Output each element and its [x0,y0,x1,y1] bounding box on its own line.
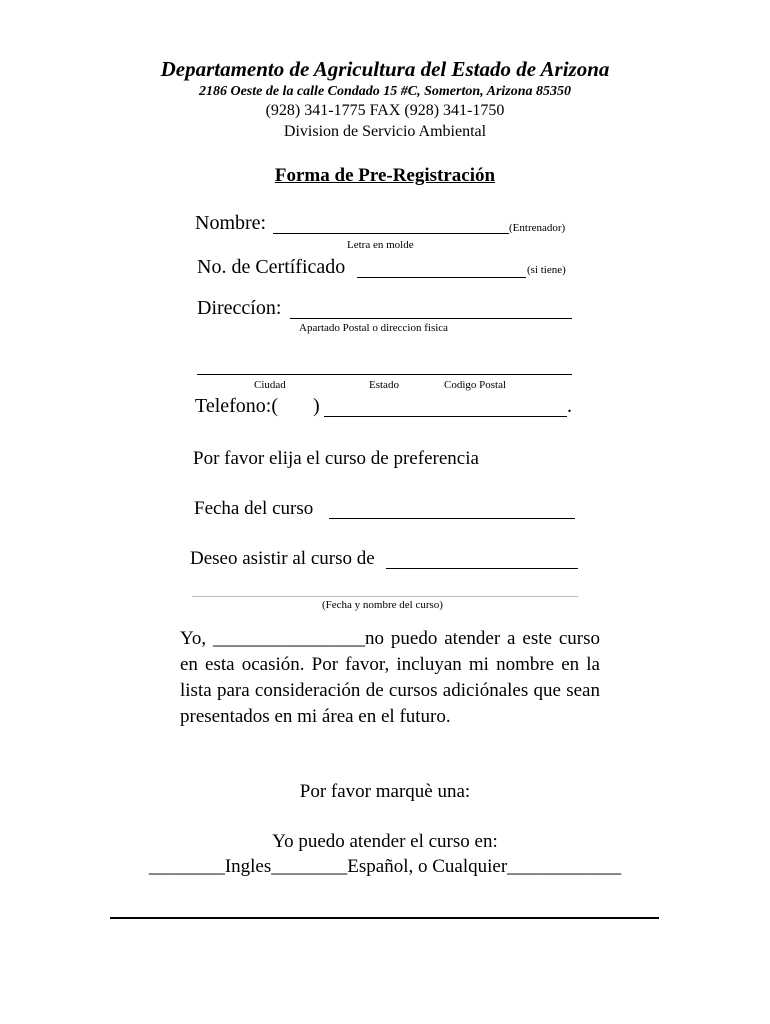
ingles-blank[interactable]: ________ [148,856,225,877]
nombre-label: Nombre: [195,212,267,234]
fecha-nombre-hint: (Fecha y nombre del curso) [322,599,443,611]
telefono-end: . [567,395,572,417]
telefono-close-paren: ) [313,395,320,417]
no-puedo-paragraph [180,626,600,730]
deseo-asistir-field[interactable] [386,549,578,569]
bottom-rule [110,917,659,919]
form-title: Forma de Pre-Registración [274,165,496,186]
ciudad-hint: Ciudad [254,379,286,391]
department-phone-fax: (928) 341-1775 FAX (928) 341-1750 [265,102,505,119]
certificado-note: (si tiene) [527,264,566,276]
direccion-label: Direccíon: [197,297,282,319]
direccion-field[interactable] [290,299,572,319]
direccion-hint: Apartado Postal o direccion fisica [299,322,449,334]
telefono-label: Telefono:( [195,395,279,417]
nombre-field[interactable] [273,214,509,234]
fecha-curso-label: Fecha del curso [194,498,314,519]
department-title: Departamento de Agricultura del Estado de Arizona [160,57,610,81]
estado-hint: Estado [369,379,399,391]
nombre-note: (Entrenador) [509,222,566,234]
division-name: Division de Servicio Ambiental [283,123,487,140]
atender-curso-en: Yo puedo atender el curso en: [272,831,498,852]
yo-rest-text: no puedo atender a este curso en esta ocasión. Por favor, incluyan mi nombre en la lista para consideración de cursos adiciónales que sean presentados en mi área en el futuro. [180,628,600,727]
yo-name-blank[interactable]: ________________ [212,628,365,649]
espanol-label: Español, o Cualquier [347,856,508,877]
telefono-field[interactable] [324,397,567,417]
certificado-label: No. de Certíficado [197,256,346,278]
marque-una: Por favor marquè una: [299,781,471,802]
department-address: 2186 Oeste de la calle Condado 15 #C, Somerton, Arizona 85350 [198,84,572,99]
ciudad-estado-codigo-field[interactable] [197,355,572,375]
nombre-hint: Letra en molde [347,239,414,251]
yo-start: Yo, [180,628,213,649]
fecha-curso-field[interactable] [329,499,575,519]
espanol-blank[interactable]: ________ [271,856,348,877]
curso-prompt: Por favor elija el curso de preferencia [193,448,479,469]
language-choice-line [0,856,770,878]
certificado-field[interactable] [357,258,526,278]
deseo-asistir-label: Deseo asistir al curso de [190,548,375,569]
codigo-postal-hint: Codigo Postal [444,379,507,391]
ingles-label: Ingles [224,856,272,877]
fecha-nombre-line [192,588,578,597]
cualquier-blank[interactable]: ____________ [507,856,622,877]
